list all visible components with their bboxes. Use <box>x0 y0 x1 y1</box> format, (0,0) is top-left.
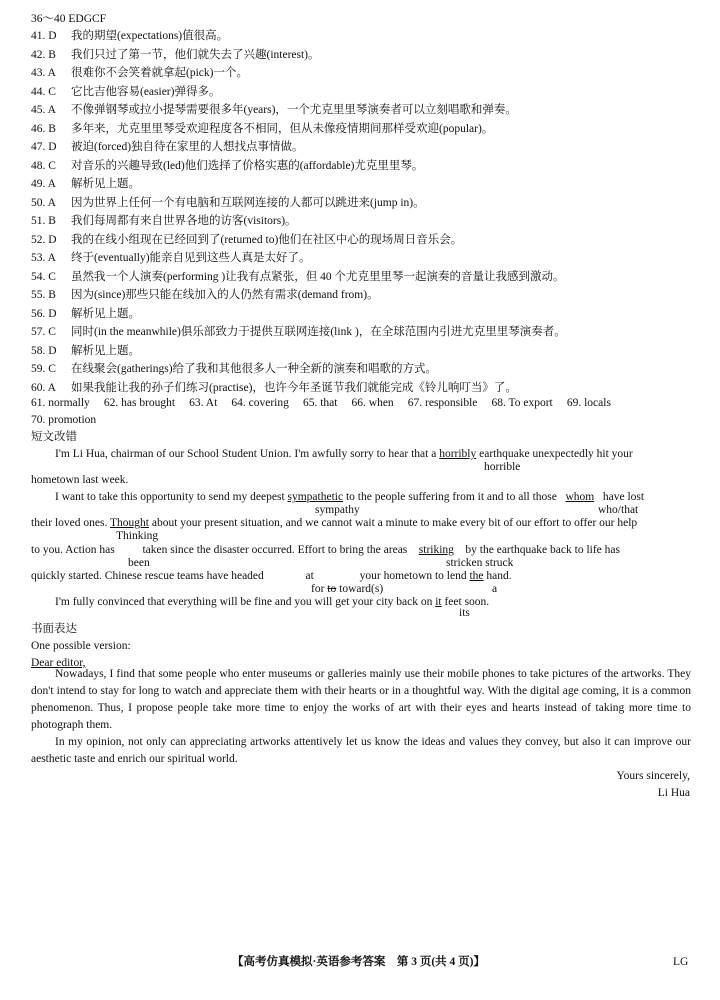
answer-explanation: 对音乐的兴趣导致(led)他们选择了价格实惠的(affordable)尤克里里琴。 <box>71 159 424 172</box>
fix-word: who/that <box>598 504 639 516</box>
correction-heading: 短文改错 <box>31 431 77 443</box>
grammar-fill-answer: 68. To export <box>491 397 553 409</box>
answer-item <box>31 122 690 136</box>
answer-explanation: 不像弹钢琴或拉小提琴需要很多年(years)，一个尤克里里琴演奏者可以立刻唱歌和弹奏。 <box>71 104 517 116</box>
fix-word: its <box>459 607 470 619</box>
fix-word: toward(s) <box>339 583 384 595</box>
answer-explanation: 因为世界上任何一个有电脑和互联网连接的人都可以跳进来(jump in)。 <box>71 196 425 209</box>
answer-number: 56. D <box>31 307 57 320</box>
answer-item <box>31 362 690 376</box>
error-word: it <box>435 596 442 608</box>
answer-item <box>31 140 690 154</box>
answer-number: 52. D <box>31 233 57 246</box>
answer-explanation: 终于(eventually)能亲自见到这些人真是太好了。 <box>71 252 311 264</box>
answer-explanation: 我的在线小组现在已经回到了(returned to)他们在社区中心的现场周日音乐会。 <box>71 233 463 246</box>
text: by the earthquake back to life has <box>465 544 620 556</box>
answer-item <box>31 196 690 210</box>
answer-number: 50. A <box>31 196 56 209</box>
answer-item <box>31 251 690 265</box>
answer-explanation: 如果我能让我的孙子们练习(practise)，也许今年圣诞节我们就能完成《铃儿响叮当》了。 <box>71 381 517 394</box>
fix-word: been <box>128 557 150 569</box>
letter-paragraph-1: Nowadays, I find that some people who enter museums or galleries mainly use their mobile phones to take pictures of the artworks. They don't intend to stay for long to watch and appreciate them with their hearts or in a thoughtful way. With the digital age coming, it is a common phenomenon. Thus, I propose people take more time to enjoy the works of art with their eyes and hearts instead of taking more time to photograph them. <box>31 668 691 731</box>
grammar-fill-answer: 63. At <box>189 397 218 409</box>
answer-number: 45. A <box>31 104 56 116</box>
version-label: One possible version: <box>31 640 131 652</box>
answer-item <box>31 177 690 191</box>
answer-number: 46. B <box>31 122 56 135</box>
answer-explanation: 解析见上题。 <box>71 344 140 357</box>
answer-number: 51. B <box>31 215 56 227</box>
answer-item <box>31 66 690 80</box>
grammar-fill-row <box>31 396 611 410</box>
answer-item <box>31 344 690 358</box>
text: your hometown to lend <box>359 570 467 582</box>
signature: Li Hua <box>657 787 690 799</box>
range-answer: 36～40 EDGCF <box>31 13 107 25</box>
answer-item <box>31 270 690 284</box>
answer-item <box>31 307 690 321</box>
answer-number: 57. C <box>31 326 56 338</box>
error-word: sympathetic <box>287 491 344 503</box>
text: hand. <box>486 570 512 582</box>
answer-item <box>31 325 690 339</box>
answer-number: 54. C <box>31 270 56 283</box>
text: about your present situation, and we cannot wait a minute to make every bit of our effort to offer our help <box>151 517 638 529</box>
fix-word: Thinking <box>116 530 159 542</box>
answer-number: 48. C <box>31 159 56 172</box>
answer-number: 55. B <box>31 289 56 301</box>
grammar-fill-answer: 69. locals <box>566 397 611 409</box>
fix-word-struck: to <box>327 583 337 595</box>
grammar-fill-answer: 67. responsible <box>407 397 478 409</box>
grammar-fill-answer: 61. normally <box>31 397 90 409</box>
error-word: horribly <box>439 448 477 460</box>
answer-number: 43. A <box>31 67 56 79</box>
answer-item <box>31 381 690 395</box>
answer-explanation: 虽然我一个人演奏(performing )让我有点紧张，但 40 个尤克里里琴一起演奏的音量让我感到激动。 <box>71 270 565 283</box>
answer-item <box>31 29 690 43</box>
correction-line-1 <box>31 447 690 461</box>
text: taken since the disaster occurred. Effort to bring the areas <box>142 544 408 556</box>
answer-number: 53. A <box>31 252 56 264</box>
correction-line-2 <box>31 490 690 504</box>
answer-explanation: 被迫(forced)独自待在家里的人想找点事情做。 <box>71 141 304 153</box>
error-word: striking <box>418 544 454 556</box>
text: I'm fully convinced that everything will be fine and you will get your city back on <box>55 596 433 608</box>
answer-explanation: 解析见上题。 <box>71 178 140 190</box>
answer-explanation: 在线聚会(gatherings)给了我和其他很多人一种全新的演奏和唱歌的方式。 <box>71 363 438 375</box>
fix-word: sympathy <box>315 504 360 516</box>
fix-word: horrible <box>484 461 521 473</box>
answer-item <box>31 159 690 173</box>
text: quickly started. Chinese rescue teams have headed <box>31 570 264 582</box>
grammar-fill-last: 70. promotion <box>31 414 97 426</box>
answer-number: 49. A <box>31 178 56 190</box>
answer-number: 58. D <box>31 344 57 357</box>
text: feet soon. <box>444 596 490 608</box>
answer-explanation: 多年来，尤克里里琴受欢迎程度各不相同，但从未像疫情期间那样受欢迎(popular)。 <box>71 122 494 135</box>
grammar-fill-answer: 66. when <box>351 397 394 409</box>
answer-number: 42. B <box>31 48 56 61</box>
closing: Yours sincerely, <box>616 770 690 782</box>
footer-title: 【高考仿真模拟·英语参考答案 第 3 页(共 4 页)】 <box>232 956 485 968</box>
correction-line-5 <box>31 569 690 583</box>
answer-explanation: 同时(in the meanwhile)俱乐部致力于提供互联网连接(link )，在全球范围内引进尤克里里琴演奏者。 <box>71 326 566 338</box>
error-word: the <box>469 570 484 582</box>
answer-item <box>31 233 690 247</box>
answer-explanation: 它比吉他容易(easier)弹得多。 <box>71 85 221 98</box>
fix-word: stricken struck <box>446 557 514 569</box>
answer-number: 44. C <box>31 85 56 98</box>
correction-line-4 <box>31 543 690 557</box>
text: earthquake unexpectedly hit your <box>479 448 633 460</box>
error-word: Thought <box>110 517 149 529</box>
answer-number: 60. A <box>31 381 56 394</box>
answer-item <box>31 214 690 228</box>
grammar-fill-answer: 62. has brought <box>103 397 176 409</box>
footer-code: LG <box>673 956 689 968</box>
text: I want to take this opportunity to send my deepest <box>55 491 285 503</box>
answer-number: 47. D <box>31 141 57 153</box>
answer-number: 59. C <box>31 363 56 375</box>
text: I'm Li Hua, chairman of our School Student Union. I'm awfully sorry to hear that a <box>55 448 437 460</box>
correction-line-6 <box>31 595 690 609</box>
answer-item <box>31 48 690 62</box>
fix-word: for <box>311 583 325 595</box>
text: to you. Action has <box>31 544 115 556</box>
correction-line-3 <box>31 516 690 530</box>
grammar-fill-answer: 65. that <box>302 397 338 409</box>
fix-word: a <box>492 583 498 595</box>
answer-item <box>31 103 690 117</box>
answer-explanation: 我们每周都有来自世界各地的访客(visitors)。 <box>71 215 297 227</box>
answer-item <box>31 85 690 99</box>
text: have lost <box>602 491 645 503</box>
salutation: Dear editor, <box>31 657 86 669</box>
grammar-fill-answer: 64. covering <box>231 397 289 409</box>
fix-words <box>311 582 383 596</box>
answer-explanation: 很难你不会笑着就拿起(pick)一个。 <box>71 67 248 79</box>
letter-paragraph-2: In my opinion, not only can appreciating artworks attentively let us know the ideas and values they convey, but also it can improve our aesthetic taste and enrich our spiritual world. <box>31 736 691 765</box>
answer-explanation: 我们只过了第一节，他们就失去了兴趣(interest)。 <box>71 48 320 61</box>
answer-item <box>31 288 690 302</box>
answer-number: 41. D <box>31 30 57 42</box>
answer-explanation: 因为(since)那些只能在线加入的人仍然有需求(demand from)。 <box>71 289 379 301</box>
answer-explanation: 解析见上题。 <box>71 307 140 320</box>
text: to the people suffering from it and to all those <box>345 491 557 503</box>
text: their loved ones. <box>31 517 108 529</box>
answer-explanation: 我的期望(expectations)值很高。 <box>71 30 229 42</box>
writing-heading: 书面表达 <box>31 623 77 635</box>
error-word: whom <box>565 491 595 503</box>
correction-line-1b: hometown last week. <box>31 474 129 486</box>
error-word: at <box>305 570 314 582</box>
